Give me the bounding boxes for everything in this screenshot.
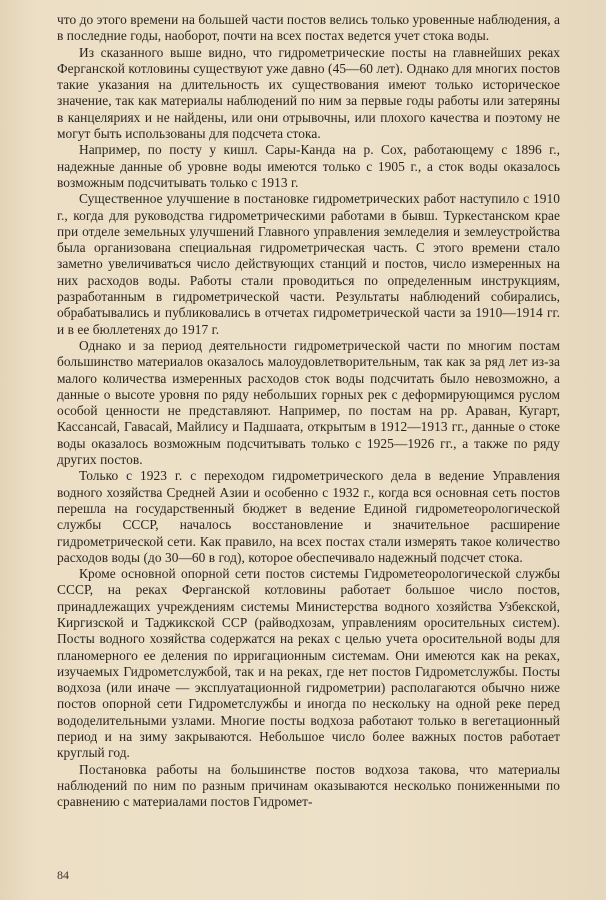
paragraph-8: Постановка работы на большинстве постов водхоза такова, что материалы наблюдений по ним по разным причинам оказываются несколько пониженными по сравнению с материалами постов Гидромет- <box>57 761 560 810</box>
paragraph-1: что до этого времени на большей части постов велись только уровенные наблюдения, а в последние годы, наоборот, почти на всех постах ведется учет стока воды. <box>57 12 560 44</box>
paragraph-5: Однако и за период деятельности гидрометрической части по многим постам большинство материалов оказалось малоудовлетворительным, так как за ряд лет из-за малого количества измеренных расходов сток воды подсчитать было невозможно, а данные о высоте уровня по ряду небольших горных рек с деформирующимся руслом особой ценности не представляют. Например, по постам на рр. Араван, Кугарт, Кассансай, Гавасай, Майлису и Падшаата, открытым в 1912—1913 гг., данные о стоке воды оказалось возможным подсчитывать только с 1925—1926 гг., а также по ряду других постов. <box>57 337 560 468</box>
paragraph-3: Например, по посту у кишл. Сары-Канда на р. Сох, работающему с 1896 г., надежные данные об уровне воды имеются только с 1905 г., а сток воды оказалось возможным подсчитывать только с 1913 г. <box>57 142 560 190</box>
paragraph-4: Существенное улучшение в постановке гидрометрических работ наступило с 1910 г., когда для руководства гидрометрическими работами в бывш. Туркестанском крае при отделе земельных улучшений Главного управления земледелия и землеустройства была организована специальная гидрометрическая часть. С этого времени стало заметно увеличиваться число действующих станций и постов, число измеренных на них расходов воды. Работы стали проводиться по определенным инструкциям, разработанным в гидрометрической части. Результаты наблюдений собирались, обрабатывались и публиковались в отчетах гидрометрической части за 1910—1914 гг. и в ее бюллетенях до 1917 г. <box>57 191 560 337</box>
paragraph-7: Кроме основной опорной сети постов системы Гидрометеорологической службы СССР, на реках Ферганской котловины работает большое число постов, принадлежащих учреждениям системы Министерства водного хозяйства Узбекской, Киргизской и Таджикской ССР (райводхозам, управлениям оросительных систем). Посты водного хозяйства содержатся на реках с целью учета оросительной воды для планомерного ее деления по ирригационным системам. Они имеются как на реках, изучаемых Гидрометслужбой, так и на реках, где нет постов Гидрометслужбы. Посты водхоза (или иначе — эксплуатационной гидрометрии) располагаются обычно ниже постов опорной сети Гидрометслужбы и иногда по нескольку на одной реке перед вододелительными узлами. Многие посты водхоза работают только в вегетационный период и на зиму закрываются. Небольшое число более важных постов работает круглый год. <box>57 566 560 761</box>
page-body-text <box>57 12 560 811</box>
page-number: 84 <box>57 868 69 882</box>
paragraph-6: Только с 1923 г. с переходом гидрометрического дела в ведение Управления водного хозяйства Средней Азии и особенно с 1932 г., когда вся основная сеть постов перешла на государственный бюджет в ведение Единой гидрометеорологической службы СССР, началось восстановление и значительное расширение гидрометрической сети. Как правило, на всех постах стали измерять такое количество расходов воды (до 30—60 в год), которое обеспечивало надежный подсчет стока. <box>57 468 560 565</box>
paragraph-2: Из сказанного выше видно, что гидрометрические посты на главнейших реках Ферганской котловины существуют уже давно (45—60 лет). Однако для многих постов такие указания на длительность их существования имеют только историческое значение, так как материалы наблюдений по ним за первые годы работы или затеряны в канцеляриях и не найдены, или они отрывочны, или плохого качества и поэтому не могут быть использованы для подсчета стока. <box>57 44 560 142</box>
